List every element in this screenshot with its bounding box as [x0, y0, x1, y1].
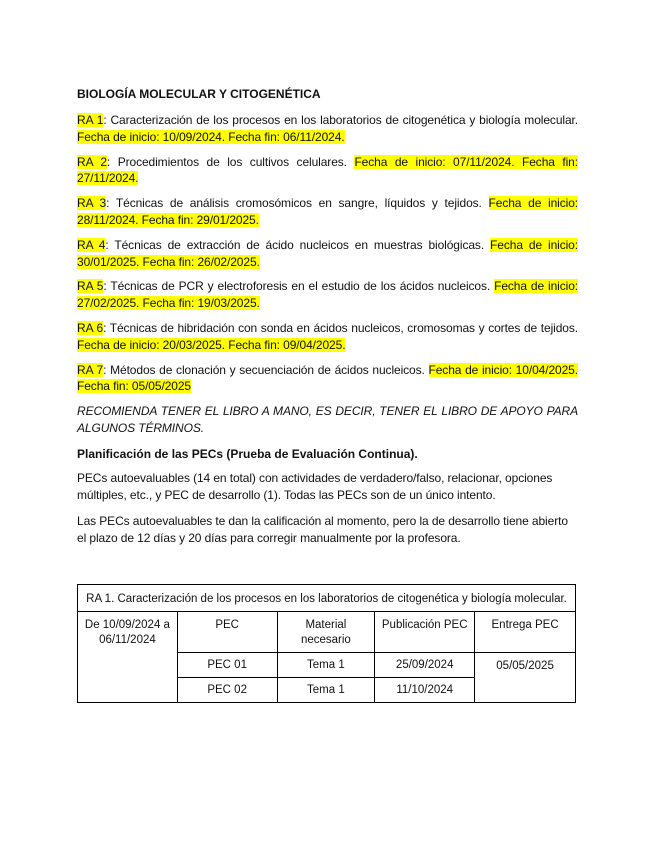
pec-description-paragraph: PECs autoevaluables (14 en total) con actividades de verdadero/falso, relacionar, opciones múltiples, etc., y PEC de desarrollo (1). Todas las PECs son de un único intento.: [77, 470, 553, 502]
ra-item-6: [77, 320, 578, 354]
ra-description: : Caracterización de los procesos en los laboratorios de citogenética y biología molecular.: [103, 113, 578, 127]
header-material: Material necesario: [277, 612, 375, 653]
ra-label: RA 6: [77, 320, 104, 335]
ra-description: : Técnicas de PCR y electroforesis en el estudio de los ácidos nucleicos.: [103, 279, 495, 294]
ra-list: [77, 112, 578, 395]
ra-item-3: [77, 195, 578, 229]
ra-label: RA 2: [77, 154, 107, 169]
ra-item-4: [77, 237, 578, 271]
header-pec: PEC: [177, 612, 277, 653]
ra-dates: Fecha de inicio: 30/01/2025. Fecha fin: 26/02/2025.: [77, 237, 578, 269]
table-header-row: [78, 612, 576, 653]
ra-dates: Fecha de inicio: 27/02/2025. Fecha fin: 19/03/2025.: [77, 279, 578, 311]
ra-dates: Fecha de inicio: 28/11/2024. Fecha fin: 29/01/2025.: [77, 196, 579, 227]
pec-schedule-table: [77, 584, 576, 703]
table-caption-row: [78, 585, 576, 612]
ra-item-2: [77, 154, 578, 188]
ra-label: RA 5: [77, 279, 104, 294]
document-title: BIOLOGÍA MOLECULAR Y CITOGENÉTICA: [77, 87, 321, 101]
header-entrega: Entrega PEC: [475, 612, 576, 653]
ra-label: RA 4: [77, 237, 106, 252]
ra-dates: Fecha de inicio: 20/03/2025. Fecha fin: 09/04/2025.: [77, 337, 346, 352]
ra-label: RA 1: [77, 113, 104, 127]
cell-material: Tema 1: [277, 653, 375, 678]
pec-section-title: Planificación de las PECs (Prueba de Evaluación Continua).: [77, 446, 418, 461]
book-recommendation-note: RECOMIENDA TENER EL LIBRO A MANO, ES DECIR, TENER EL LIBRO DE APOYO PARA ALGUNOS TÉRMINOS.: [77, 404, 578, 435]
ra-item-7: [77, 362, 578, 396]
ra-item-1: [77, 112, 578, 146]
header-publicacion: Publicación PEC: [375, 612, 475, 653]
table-caption: RA 1. Caracterización de los procesos en los laboratorios de citogenética y biología molecular.: [78, 585, 576, 612]
date-range-cell: De 10/09/2024 a 06/11/2024: [78, 612, 178, 703]
pec-grading-paragraph: Las PECs autoevaluables te dan la calificación al momento, pero la de desarrollo tiene abierto el plazo de 12 días y 20 días para corregir manualmente por la profesora.: [77, 514, 568, 546]
ra-description: : Técnicas de hibridación con sonda en ácidos nucleicos, cromosomas y cortes de tejidos.: [103, 320, 578, 335]
cell-pec: PEC 02: [177, 678, 277, 703]
ra-dates: Fecha de inicio: 10/04/2025. Fecha fin: 05/05/2025: [77, 362, 578, 394]
cell-material: Tema 1: [277, 678, 375, 703]
ra-label: RA 7: [77, 362, 104, 377]
cell-pec: PEC 01: [177, 653, 277, 678]
ra-description: : Técnicas de análisis cromosómicos en sangre, líquidos y tejidos.: [106, 196, 489, 211]
ra-label: RA 3: [77, 196, 107, 211]
ra-description: : Técnicas de extracción de ácido nucleicos en muestras biológicas.: [105, 237, 491, 252]
cell-publicacion: 25/09/2024: [375, 653, 475, 678]
ra-dates: Fecha de inicio: 10/09/2024. Fecha fin: 06/11/2024.: [77, 129, 345, 144]
cell-entrega: 05/05/2025: [475, 653, 576, 703]
ra-item-5: [77, 278, 578, 312]
ra-description: : Métodos de clonación y secuenciación de ácidos nucleicos.: [103, 362, 429, 377]
cell-publicacion: 11/10/2024: [375, 678, 475, 703]
ra-dates: Fecha de inicio: 07/11/2024. Fecha fin: 27/11/2024.: [77, 154, 578, 186]
ra-description: : Procedimientos de los cultivos celulares.: [106, 154, 355, 169]
